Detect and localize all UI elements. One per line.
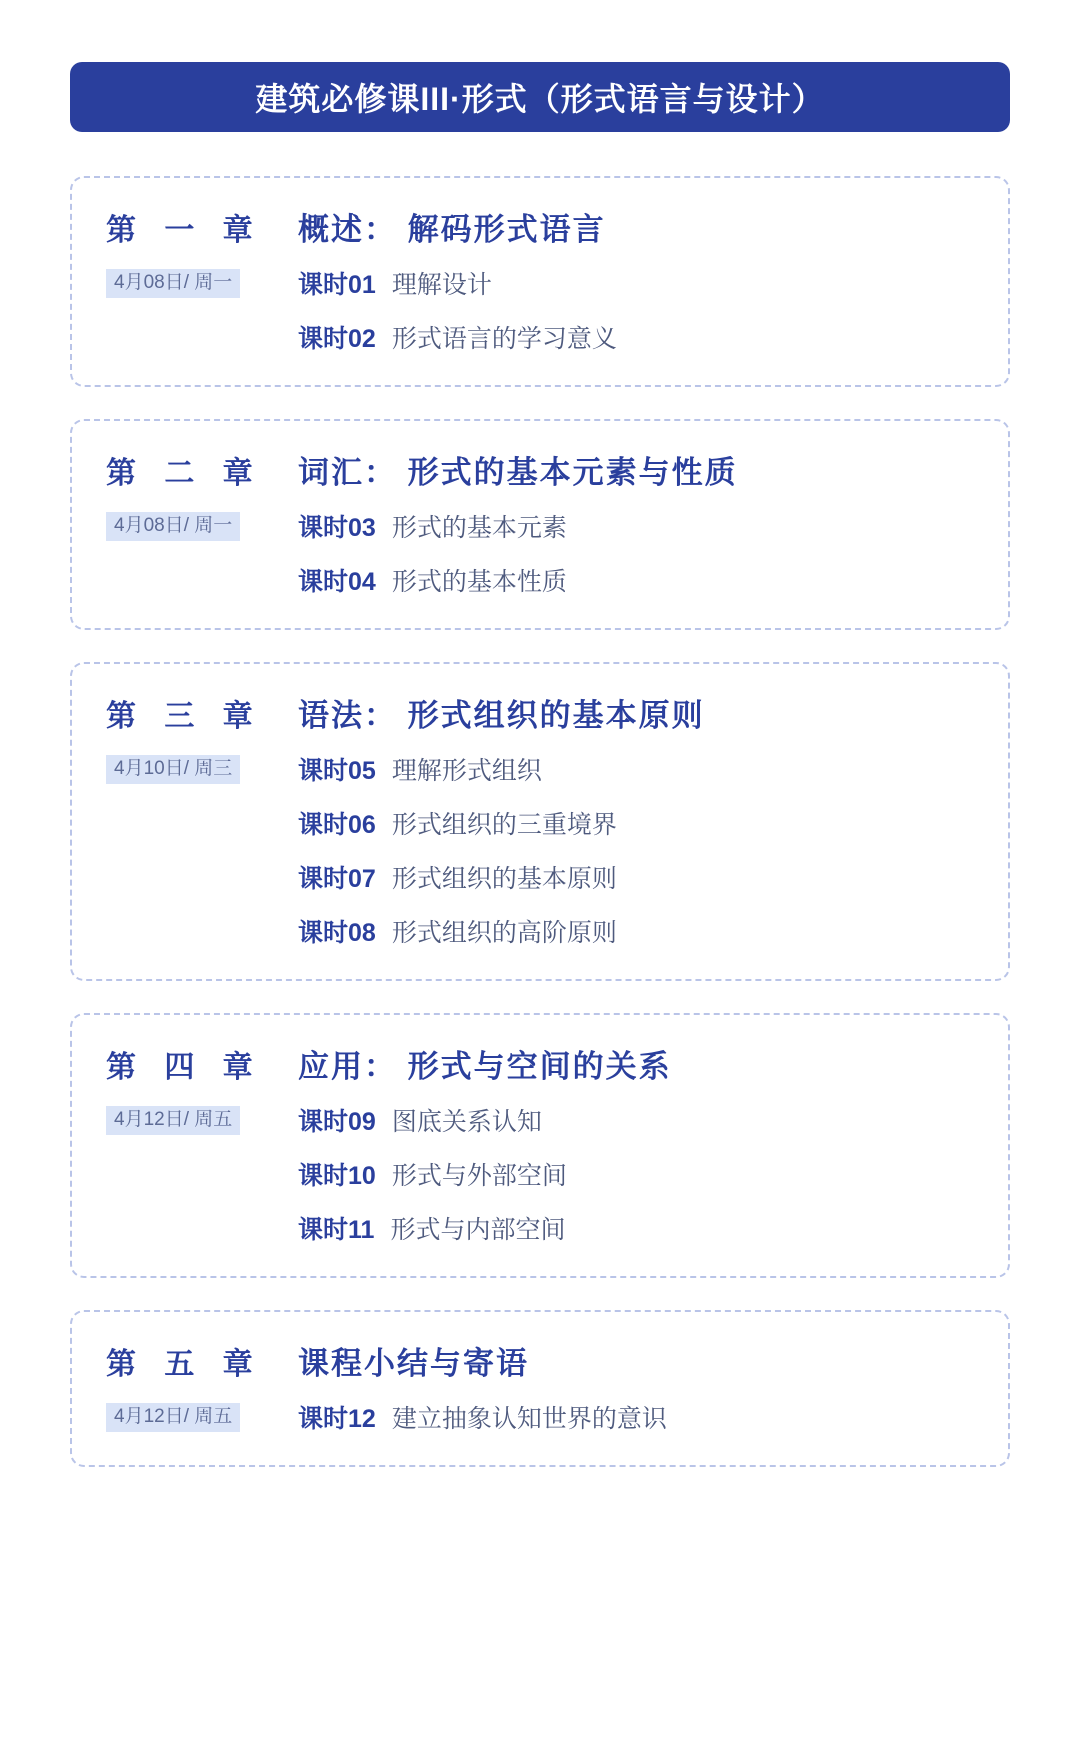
chapter-body bbox=[106, 1399, 974, 1435]
date-badge: 4月08日/ 周一 bbox=[106, 269, 240, 298]
lesson-list bbox=[298, 1399, 974, 1435]
chapter-card bbox=[70, 419, 1010, 630]
chapter-card bbox=[70, 662, 1010, 981]
list-item bbox=[298, 1399, 974, 1435]
chapter-body bbox=[106, 508, 974, 598]
lesson-number: 课时03 bbox=[298, 514, 376, 542]
lesson-number: 课时11 bbox=[298, 1216, 375, 1244]
lesson-title: 形式组织的三重境界 bbox=[391, 811, 617, 839]
list-item bbox=[298, 859, 974, 895]
chapter-header bbox=[106, 1041, 974, 1086]
lesson-number: 课时07 bbox=[298, 865, 376, 893]
page-title: 建筑必修课III·形式（形式语言与设计） bbox=[255, 81, 825, 117]
chapter-number: 第 五 章 bbox=[106, 1348, 263, 1381]
lesson-number: 课时05 bbox=[298, 757, 376, 785]
lesson-title: 形式组织的高阶原则 bbox=[391, 919, 617, 947]
lesson-title: 理解形式组织 bbox=[391, 757, 542, 785]
chapter-title: 应用： 形式与空间的关系 bbox=[298, 1049, 672, 1084]
lesson-title: 理解设计 bbox=[391, 271, 492, 299]
chapter-date-column bbox=[106, 265, 298, 298]
chapter-title: 课程小结与寄语 bbox=[298, 1346, 529, 1381]
lesson-number: 课时10 bbox=[298, 1162, 376, 1190]
chapter-body bbox=[106, 265, 974, 355]
chapter-date-column bbox=[106, 1399, 298, 1432]
chapter-header bbox=[106, 1338, 974, 1383]
chapter-number: 第 二 章 bbox=[106, 457, 263, 490]
list-item bbox=[298, 319, 974, 355]
lesson-title: 建立抽象认知世界的意识 bbox=[391, 1405, 667, 1433]
chapter-header bbox=[106, 447, 974, 492]
list-item bbox=[298, 265, 974, 301]
list-item bbox=[298, 805, 974, 841]
chapter-date-column bbox=[106, 1102, 298, 1135]
chapter-number: 第 三 章 bbox=[106, 700, 263, 733]
lesson-number: 课时06 bbox=[298, 811, 376, 839]
lesson-title: 图底关系认知 bbox=[391, 1108, 542, 1136]
chapter-title: 语法： 形式组织的基本原则 bbox=[298, 698, 705, 733]
chapter-number: 第 四 章 bbox=[106, 1051, 263, 1084]
chapter-header bbox=[106, 204, 974, 249]
list-item bbox=[298, 508, 974, 544]
chapter-date-column bbox=[106, 508, 298, 541]
lesson-number: 课时08 bbox=[298, 919, 376, 947]
chapter-body bbox=[106, 1102, 974, 1246]
list-item bbox=[298, 913, 974, 949]
chapter-card bbox=[70, 176, 1010, 387]
lesson-title: 形式的基本元素 bbox=[391, 514, 567, 542]
date-badge: 4月10日/ 周三 bbox=[106, 755, 240, 784]
list-item bbox=[298, 1102, 974, 1138]
date-badge: 4月08日/ 周一 bbox=[106, 512, 240, 541]
list-item bbox=[298, 1156, 974, 1192]
lesson-number: 课时01 bbox=[298, 271, 376, 299]
chapter-body bbox=[106, 751, 974, 949]
lesson-title: 形式与外部空间 bbox=[391, 1162, 567, 1190]
lesson-number: 课时04 bbox=[298, 568, 376, 596]
lesson-number: 课时02 bbox=[298, 325, 376, 353]
chapter-title: 词汇： 形式的基本元素与性质 bbox=[298, 455, 738, 490]
lesson-list bbox=[298, 751, 974, 949]
lesson-number: 课时09 bbox=[298, 1108, 376, 1136]
list-item bbox=[298, 751, 974, 787]
list-item bbox=[298, 562, 974, 598]
chapter-card bbox=[70, 1310, 1010, 1467]
chapter-number: 第 一 章 bbox=[106, 214, 263, 247]
course-title-banner bbox=[70, 62, 1010, 132]
lesson-title: 形式语言的学习意义 bbox=[391, 325, 617, 353]
chapter-header bbox=[106, 690, 974, 735]
chapter-date-column bbox=[106, 751, 298, 784]
chapter-card bbox=[70, 1013, 1010, 1278]
lesson-title: 形式的基本性质 bbox=[391, 568, 567, 596]
date-badge: 4月12日/ 周五 bbox=[106, 1403, 240, 1432]
lesson-number: 课时12 bbox=[298, 1405, 376, 1433]
lesson-list bbox=[298, 508, 974, 598]
chapter-title: 概述： 解码形式语言 bbox=[298, 212, 606, 247]
lesson-title: 形式组织的基本原则 bbox=[391, 865, 617, 893]
list-item bbox=[298, 1210, 974, 1246]
lesson-list bbox=[298, 1102, 974, 1246]
date-badge: 4月12日/ 周五 bbox=[106, 1106, 240, 1135]
lesson-list bbox=[298, 265, 974, 355]
lesson-title: 形式与内部空间 bbox=[390, 1216, 566, 1244]
